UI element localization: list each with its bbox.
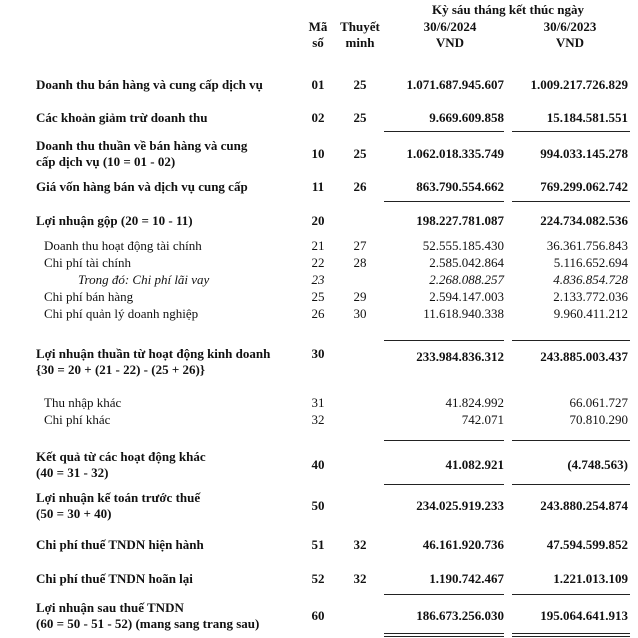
row-label-line2: (50 = 30 + 40) [36, 506, 112, 521]
subtotal-rule [384, 440, 504, 441]
row-note: 32 [353, 571, 367, 586]
row-code: 26 [311, 306, 325, 321]
row-label: Doanh thu hoạt động tài chính [44, 238, 202, 253]
row-code: 25 [311, 289, 325, 304]
row-value-2024: 41.082.921 [445, 457, 504, 472]
subtotal-rule [512, 484, 630, 485]
row-value-2023: 15.184.581.551 [546, 110, 628, 125]
row-value-2024: 863.790.554.662 [416, 179, 504, 194]
row-label: Chi phí bán hàng [44, 289, 134, 304]
row-note: 26 [353, 179, 367, 194]
row-label: Lợi nhuận kế toán trước thuế [36, 490, 201, 505]
subtotal-rule [512, 440, 630, 441]
subtotal-rule [384, 201, 504, 202]
row-note: 30 [353, 306, 367, 321]
row-value-2023: 5.116.652.694 [553, 255, 628, 270]
date-header-2023: 30/6/2023 [543, 19, 597, 34]
row-value-2023: 9.960.411.212 [553, 306, 628, 321]
row-value-2023: 243.885.003.437 [540, 349, 628, 364]
subtotal-rule [512, 594, 630, 595]
row-note: 29 [353, 289, 367, 304]
row-label: Chi phí khác [44, 412, 111, 427]
row-value-2023: 1.009.217.726.829 [530, 77, 628, 92]
row-value-2024: 11.618.940.338 [423, 306, 504, 321]
total-rule [512, 633, 630, 634]
row-value-2024: 2.268.088.257 [429, 272, 504, 287]
row-value-2024: 233.984.836.312 [416, 349, 504, 364]
row-value-2023: 4.836.854.728 [553, 272, 628, 287]
subtotal-rule [384, 484, 504, 485]
subtotal-rule [512, 131, 630, 132]
row-label-line2: {30 = 20 + (21 - 22) - (25 + 26)} [36, 362, 205, 377]
code-header-line1: Mã [308, 19, 328, 34]
row-value-2024: 52.555.185.430 [422, 238, 504, 253]
row-code: 11 [311, 179, 325, 194]
row-label: Các khoản giảm trừ doanh thu [36, 110, 208, 125]
subtotal-rule [384, 594, 504, 595]
total-rule [384, 633, 504, 634]
row-code: 21 [311, 238, 325, 253]
row-value-2024: 198.227.781.087 [416, 213, 504, 228]
unit-header-2023: VND [555, 35, 585, 50]
note-header-line2: minh [345, 35, 375, 50]
row-label: Lợi nhuận sau thuế TNDN [36, 600, 184, 615]
row-code: 23 [311, 272, 325, 287]
unit-header-2024: VND [435, 35, 465, 50]
row-code: 20 [311, 213, 325, 228]
row-value-2024: 2.594.147.003 [429, 289, 504, 304]
code-header-line2: số [312, 35, 324, 50]
row-value-2023: 243.880.254.874 [540, 498, 628, 513]
row-note: 32 [353, 537, 367, 552]
row-note: 27 [353, 238, 367, 253]
row-value-2023: 66.061.727 [569, 395, 628, 410]
row-value-2023: 1.221.013.109 [553, 571, 628, 586]
row-note: 28 [353, 255, 367, 270]
row-label: Giá vốn hàng bán và dịch vụ cung cấp [36, 179, 248, 194]
row-value-2024: 1.071.687.945.607 [406, 77, 504, 92]
row-label-line2: (60 = 50 - 51 - 52) (mang sang trang sau) [36, 616, 260, 631]
row-value-2024: 742.071 [461, 412, 504, 427]
row-value-2023: 195.064.641.913 [540, 608, 628, 623]
row-code: 10 [311, 146, 325, 161]
row-label: Doanh thu thuần về bán hàng và cung [36, 138, 248, 153]
row-value-2024: 46.161.920.736 [422, 537, 504, 552]
subtotal-rule [384, 131, 504, 132]
row-code: 50 [311, 498, 325, 513]
row-value-2023: 994.033.145.278 [540, 146, 628, 161]
row-code: 32 [311, 412, 325, 427]
row-code: 51 [311, 537, 325, 552]
row-value-2024: 1.190.742.467 [429, 571, 504, 586]
row-label: Chi phí thuế TNDN hoãn lại [36, 571, 193, 586]
row-value-2023: 47.594.599.852 [546, 537, 628, 552]
row-code: 60 [311, 608, 325, 623]
row-value-2024: 2.585.042.864 [429, 255, 504, 270]
row-label: Kết quả từ các hoạt động khác [36, 449, 206, 464]
row-code: 40 [311, 457, 325, 472]
row-code: 01 [311, 77, 325, 92]
row-label-line2: (40 = 31 - 32) [36, 465, 109, 480]
row-code: 31 [311, 395, 325, 410]
period-header: Kỳ sáu tháng kết thúc ngày [431, 2, 585, 17]
subtotal-rule [384, 340, 504, 341]
row-label: Doanh thu bán hàng và cung cấp dịch vụ [36, 77, 263, 92]
row-value-2023: (4.748.563) [567, 457, 628, 472]
row-value-2024: 9.669.609.858 [429, 110, 504, 125]
row-label: Chi phí thuế TNDN hiện hành [36, 537, 204, 552]
row-value-2023: 2.133.772.036 [553, 289, 628, 304]
row-note: 25 [353, 146, 367, 161]
subtotal-rule [512, 201, 630, 202]
total-rule [384, 636, 504, 637]
row-code: 30 [311, 346, 325, 361]
row-value-2023: 70.810.290 [569, 412, 628, 427]
total-rule [512, 636, 630, 637]
date-header-2024: 30/6/2024 [423, 19, 477, 34]
row-value-2024: 41.824.992 [445, 395, 504, 410]
row-label: Chi phí tài chính [44, 255, 132, 270]
row-value-2024: 1.062.018.335.749 [406, 146, 504, 161]
row-value-2023: 224.734.082.536 [540, 213, 628, 228]
row-note: 25 [353, 77, 367, 92]
row-label: Trong đó: Chi phí lãi vay [78, 272, 210, 287]
row-value-2023: 36.361.756.843 [546, 238, 628, 253]
row-label: Lợi nhuận thuần từ hoạt động kinh doanh [36, 346, 271, 361]
note-header-line1: Thuyết [340, 19, 380, 34]
row-label: Chi phí quản lý doanh nghiệp [44, 306, 199, 321]
row-note: 25 [353, 110, 367, 125]
row-code: 22 [311, 255, 325, 270]
row-label: Lợi nhuận gộp (20 = 10 - 11) [36, 213, 193, 228]
row-value-2024: 234.025.919.233 [416, 498, 504, 513]
row-code: 52 [311, 571, 325, 586]
row-label: Thu nhập khác [44, 395, 122, 410]
row-label-line2: cấp dịch vụ (10 = 01 - 02) [36, 154, 176, 169]
row-code: 02 [311, 110, 325, 125]
subtotal-rule [512, 340, 630, 341]
row-value-2023: 769.299.062.742 [540, 179, 628, 194]
row-value-2024: 186.673.256.030 [416, 608, 504, 623]
